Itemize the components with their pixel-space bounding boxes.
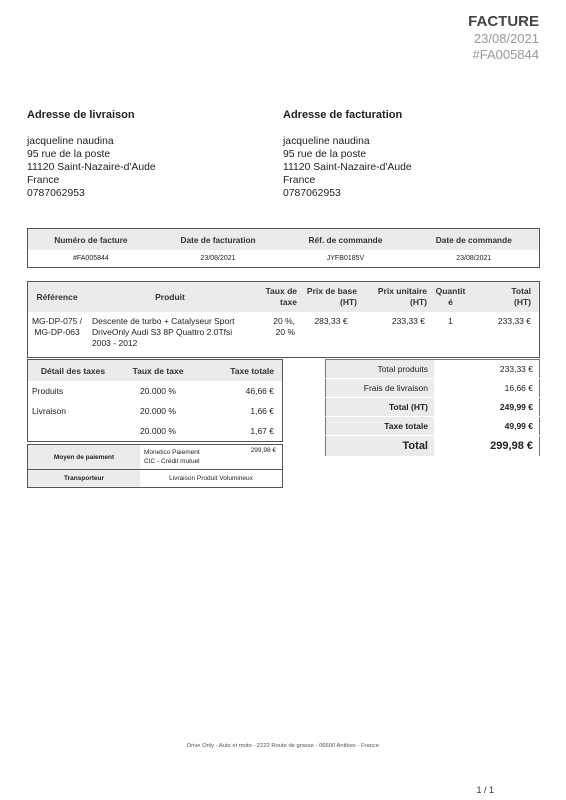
product-unit-price: 233,33 € [391, 316, 425, 326]
col-product: Produit [86, 282, 254, 313]
col-unit-l1: Prix unitaire [377, 286, 427, 296]
totals-table [325, 359, 540, 457]
col-tax [254, 282, 301, 313]
shipping-label: Frais de livraison [326, 379, 435, 398]
payment-method-line: CIC - Crédit mutuel [144, 458, 200, 465]
col-total-l1: Total [511, 286, 531, 296]
billing-city: 11120 Saint-Nazaire-d'Aude [283, 162, 412, 173]
tax-line: 20 % [275, 327, 295, 337]
col-unit-price [361, 282, 431, 313]
total-products-label: Total produits [326, 360, 435, 379]
total-products-value: 233,33 € [434, 360, 540, 379]
billing-address [283, 109, 523, 200]
tax-row-total: 46,66 € [245, 386, 274, 396]
delivery-address-title: Adresse de livraison [27, 109, 135, 121]
products-table [27, 281, 540, 358]
delivery-address [27, 109, 267, 200]
product-line: DriveOnly Audi S3 8P Quattro 2.0Tfsi [92, 327, 233, 337]
col-qty-l2: é [448, 297, 453, 307]
col-total-l2: (HT) [514, 297, 531, 307]
grand-total-label: Total [326, 436, 435, 457]
billing-phone: 0787062953 [283, 188, 341, 199]
tax-row-label [28, 421, 119, 442]
tax-line: 20 %, [273, 316, 295, 326]
delivery-city: 11120 Saint-Nazaire-d'Aude [27, 162, 156, 173]
product-reference [28, 312, 87, 358]
tax-col-detail: Détail des taxes [28, 360, 119, 382]
table-row [28, 421, 283, 442]
carrier-label: Transporteur [28, 470, 141, 488]
table-row [28, 381, 283, 401]
product-quantity: 1 [448, 316, 453, 326]
delivery-country: France [27, 175, 60, 186]
table-row [28, 401, 283, 421]
invoice-number: #FA005844 [472, 47, 539, 62]
tax-row-total: 1,66 € [250, 406, 274, 416]
payment-table [27, 444, 283, 488]
tax-col-total: Taxe totale [198, 360, 283, 382]
col-qty-l1: Quantit [435, 286, 466, 296]
info-header: Numéro de facture [28, 229, 154, 251]
invoice-date: 23/08/2021 [473, 31, 539, 46]
col-reference: Référence [28, 282, 87, 313]
page-number: 1 / 1 [476, 785, 494, 795]
ref-line: MG-DP-063 [34, 327, 80, 337]
billing-name: jacqueline naudina [283, 136, 370, 147]
tax-row-label: Produits [32, 386, 64, 396]
payment-method-line: Monetico Paiement [144, 449, 200, 456]
info-cell: JYFB0185V [326, 255, 365, 262]
tax-detail-table [27, 359, 283, 442]
info-header: Date de commande [409, 229, 540, 251]
delivery-street: 95 rue de la poste [27, 149, 111, 160]
product-name [86, 312, 254, 358]
billing-country: France [283, 175, 316, 186]
col-base-l1: Prix de base [306, 286, 357, 296]
delivery-name: jacqueline naudina [27, 136, 114, 147]
info-cell: 23/08/2021 [200, 255, 236, 262]
invoice-info-table [27, 228, 540, 268]
page-footer: Drive Only - Auto et moto - 2222 Route de grasse - 06600 Antibes - France [186, 743, 380, 749]
tax-row-label: Livraison [32, 406, 67, 416]
payment-method-label: Moyen de paiement [28, 445, 141, 470]
billing-street: 95 rue de la poste [283, 149, 367, 160]
payment-method [140, 445, 238, 470]
billing-address-title: Adresse de facturation [283, 109, 403, 121]
tax-row-rate: 20.000 % [140, 406, 176, 416]
product-base-price: 283,33 € [314, 316, 348, 326]
info-header: Date de facturation [154, 229, 283, 251]
product-total: 233,33 € [497, 316, 531, 326]
col-quantity [431, 282, 470, 313]
total-ht-label: Total (HT) [326, 398, 435, 417]
tax-row-rate: 20.000 % [140, 426, 176, 436]
grand-total-value: 299,98 € [434, 436, 540, 457]
col-tax-l2: taxe [279, 297, 297, 307]
total-ht-value: 249,99 € [434, 398, 540, 417]
delivery-phone: 0787062953 [27, 188, 85, 199]
product-line: Descente de turbo + Catalyseur Sport [92, 316, 235, 326]
info-cell: 23/08/2021 [456, 255, 492, 262]
shipping-value: 16,66 € [434, 379, 540, 398]
info-cell: #FA005844 [72, 255, 109, 262]
table-row [28, 312, 540, 358]
col-total [470, 282, 540, 313]
invoice-title: FACTURE [468, 13, 539, 30]
col-tax-l1: Taux de [265, 286, 297, 296]
col-unit-l2: (HT) [410, 297, 427, 307]
product-tax [254, 312, 301, 358]
tax-col-rate: Taux de taxe [118, 360, 198, 382]
product-line: 2003 - 2012 [92, 338, 138, 348]
info-header: Réf. de commande [282, 229, 408, 251]
payment-amount: 299,98 € [250, 447, 276, 454]
col-base-price [301, 282, 361, 313]
total-tax-value: 49,99 € [434, 417, 540, 436]
tax-row-total: 1,67 € [250, 426, 274, 436]
ref-line: MG-DP-075 / [31, 316, 83, 326]
carrier-value: Livraison Produit Volumineux [169, 475, 253, 482]
total-tax-label: Taxe totale [326, 417, 435, 436]
col-base-l2: (HT) [340, 297, 357, 307]
tax-row-rate: 20.000 % [140, 386, 176, 396]
